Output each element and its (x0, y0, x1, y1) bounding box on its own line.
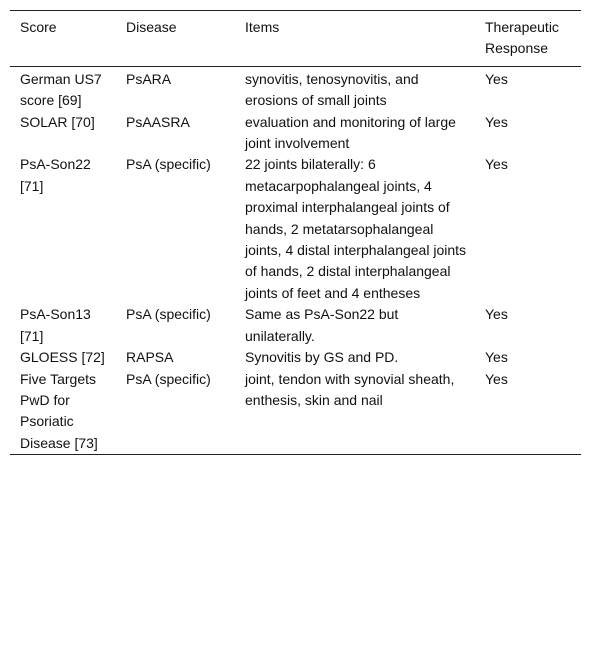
header-disease: Disease (126, 19, 177, 35)
cell-response: Yes (485, 370, 508, 387)
cell-disease: PsARA (126, 70, 172, 87)
header-row (10, 11, 581, 67)
cell-items: 22 joints bilaterally: 6 metacarpophalangeal joints, 4 proximal interphalangeal joints of hands, 2 metatarsophalangeal joints, 4 distal interphalangeal joints of hands, 2 distal interphalangeal joints of feet and 4 entheses (245, 156, 467, 301)
cell-score: German US7 score [69] (20, 70, 102, 109)
header-score: Score (20, 19, 57, 35)
cell-response: Yes (485, 113, 508, 130)
table-row (10, 369, 581, 455)
cell-response: Yes (485, 349, 508, 366)
cell-score: PsA-Son22 [71] (20, 156, 91, 194)
table-body (10, 66, 581, 454)
cell-disease: RAPSA (126, 349, 174, 366)
header-therapeutic-response: Therapeutic Response (485, 19, 559, 57)
table-row (10, 112, 581, 155)
cell-items: synovitis, tenosynovitis, and erosions of small joints (245, 70, 419, 109)
cell-items: Same as PsA-Son22 but unilaterally. (245, 306, 399, 344)
table-header (10, 11, 581, 67)
cell-score: SOLAR [70] (20, 113, 95, 130)
cell-response: Yes (485, 156, 508, 173)
cell-disease: PsA (specific) (126, 370, 211, 387)
cell-response: Yes (485, 306, 508, 323)
cell-disease: PsA (specific) (126, 156, 211, 173)
score-table-container (10, 10, 581, 455)
table-row (10, 347, 581, 368)
cell-score: Five Targets PwD for Psoriatic Disease [73] (20, 370, 98, 451)
table-row (10, 304, 581, 347)
cell-response: Yes (485, 70, 508, 87)
cell-disease: PsAASRA (126, 113, 190, 130)
cell-items: joint, tendon with synovial sheath, enthesis, skin and nail (245, 370, 455, 408)
ultrasound-scores-table (10, 10, 581, 455)
cell-items: Synovitis by GS and PD. (245, 349, 399, 366)
header-items: Items (245, 19, 280, 35)
cell-items: evaluation and monitoring of large joint involvement (245, 113, 456, 152)
cell-score: PsA-Son13 [71] (20, 306, 91, 344)
cell-disease: PsA (specific) (126, 306, 211, 323)
table-row (10, 66, 581, 111)
table-row (10, 154, 581, 304)
cell-score: GLOESS [72] (20, 349, 105, 366)
